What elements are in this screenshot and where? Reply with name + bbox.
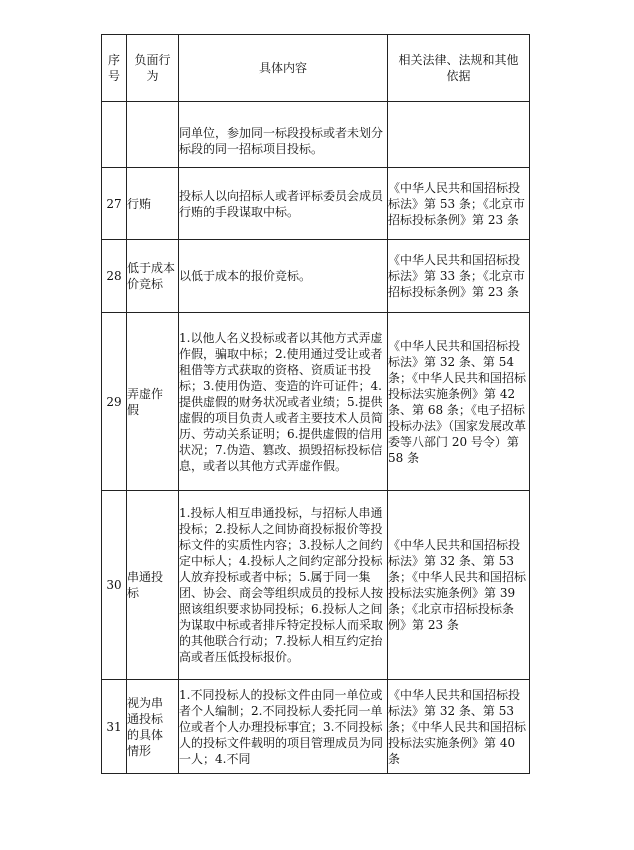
row-no: 30 [102, 491, 127, 680]
table-row [102, 680, 530, 774]
row-content: 1.不同投标人的投标文件由同一单位或者个人编制；2.不同投标人委托同一单位或者个人办理投标事宜；3.不同投标人的投标文件载明的项目管理成员为同一人；4.不同 [179, 680, 388, 774]
table-row [102, 102, 530, 168]
row-behavior: 行贿 [127, 168, 179, 240]
row-no: 28 [102, 240, 127, 313]
table-row [102, 168, 530, 240]
row-law: 《中华人民共和国招标投标法》第 32 条、第 53 条；《中华人民共和国招标投标法实施条例》第 39 条；《北京市招标投标条例》第 23 条 [388, 491, 530, 680]
header-behavior: 负面行为 [127, 35, 179, 102]
row-content: 1.投标人相互串通投标，与招标人串通投标；2.投标人之间协商投标报价等投标文件的实质性内容；3.投标人之间约定中标人；4.投标人之间约定部分投标人放弃投标或者中标；5.属于同一集团、协会、商会等组织成员的投标人按照该组织要求协同投标；6.投标人之间为谋取中标或者排斥特定投标人而采取的其他联合行动；7.投标人相互约定抬高或者压低投标报价。 [179, 491, 388, 680]
regulation-table [101, 34, 530, 774]
row-content: 1.以他人名义投标或者以其他方式弄虚作假，骗取中标；2.使用通过受让或者租借等方式获取的资格、资质证书投标；3.使用伪造、变造的许可证件；4.提供虚假的财务状况或者业绩；5.提供虚假的项目负责人或者主要技术人员简历、劳动关系证明；6.提供虚假的信用状况；7.伪造、篡改、损毁招标投标信息，或者以其他方式弄虚作假。 [179, 313, 388, 491]
header-content: 具体内容 [179, 35, 388, 102]
row-law: 《中华人民共和国招标投标法》第 32 条、第 53 条；《中华人民共和国招标投标法实施条例》第 40 条 [388, 680, 530, 774]
row-behavior: 串通投标 [127, 491, 179, 680]
row-behavior [127, 102, 179, 168]
row-content: 投标人以向招标人或者评标委员会成员行贿的手段谋取中标。 [179, 168, 388, 240]
row-law [388, 102, 530, 168]
header-no: 序号 [102, 35, 127, 102]
row-law: 《中华人民共和国招标投标法》第 32 条、第 54 条；《中华人民共和国招标投标法实施条例》第 42 条、第 68 条；《电子招标投标办法》（国家发展改革委等八部门 20 号令）第 58 条 [388, 313, 530, 491]
row-behavior: 视为串通投标的具体情形 [127, 680, 179, 774]
row-no [102, 102, 127, 168]
table-header-row [102, 35, 530, 102]
row-no: 27 [102, 168, 127, 240]
row-law: 《中华人民共和国招标投标法》第 33 条；《北京市招标投标条例》第 23 条 [388, 240, 530, 313]
table-row [102, 491, 530, 680]
row-no: 31 [102, 680, 127, 774]
row-law: 《中华人民共和国招标投标法》第 53 条；《北京市招标投标条例》第 23 条 [388, 168, 530, 240]
table-row [102, 240, 530, 313]
row-no: 29 [102, 313, 127, 491]
row-content: 以低于成本的报价竞标。 [179, 240, 388, 313]
row-behavior: 低于成本价竞标 [127, 240, 179, 313]
row-content: 同单位，参加同一标段投标或者未划分标段的同一招标项目投标。 [179, 102, 388, 168]
header-law: 相关法律、法规和其他依据 [388, 35, 530, 102]
row-behavior: 弄虚作假 [127, 313, 179, 491]
table-row [102, 313, 530, 491]
